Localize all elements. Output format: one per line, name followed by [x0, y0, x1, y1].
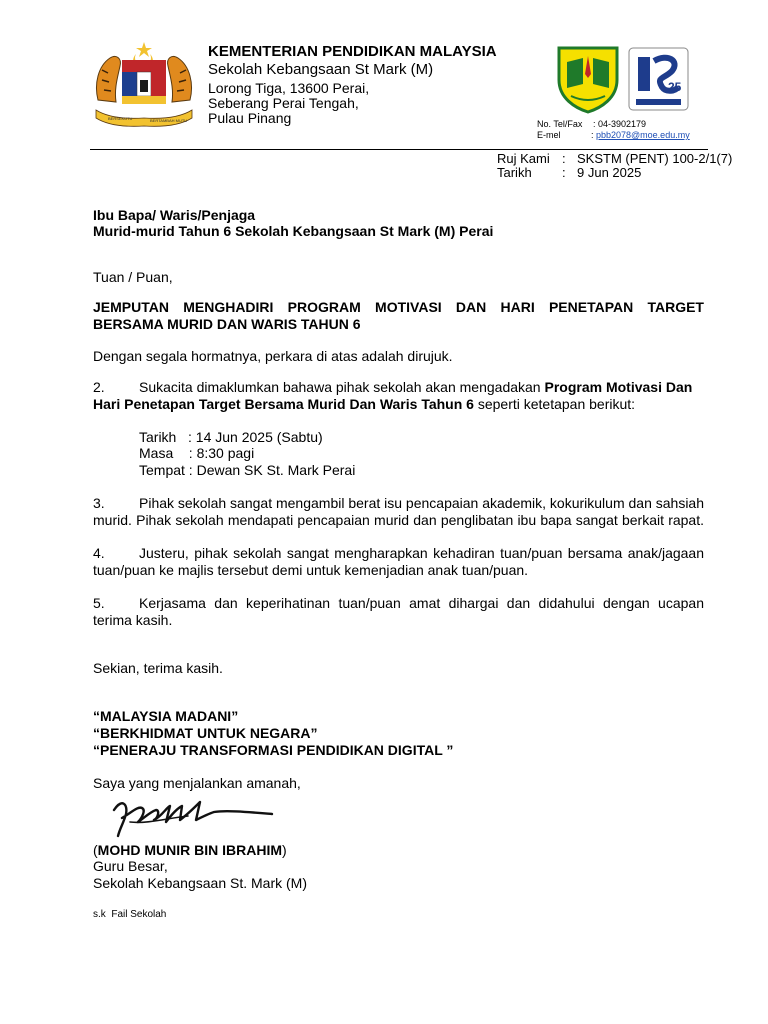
ministry-name: KEMENTERIAN PENDIDIKAN MALAYSIA — [208, 43, 497, 60]
para2-text-a: Sukacita dimaklumkan bahawa pihak sekolah akan mengadakan — [139, 379, 545, 395]
school-name: Sekolah Kebangsaan St Mark (M) — [208, 61, 434, 78]
para2-bold-a: Program Motivasi Dan — [544, 379, 693, 395]
para2-line-2 — [93, 396, 635, 413]
para2-bold-b: Hari Penetapan Target Bersama Murid Dan Waris Tahun 6 — [93, 396, 474, 412]
ministry-crest-logo — [92, 40, 196, 128]
para2-number: 2. — [93, 379, 105, 395]
para4-line-2: tuan/puan ke majlis tersebut demi untuk kemenjadian anak tuan/puan. — [93, 562, 529, 578]
address-line-3: Pulau Pinang — [208, 110, 292, 126]
paragraph-1: Dengan segala hormatnya, perkara di atas adalah dirujuk. — [93, 348, 453, 364]
program-emblem-logo — [628, 47, 689, 111]
signatory-name: MOHD MUNIR BIN IBRAHIM — [97, 842, 282, 858]
recipient-line-2: Murid-murid Tahun 6 Sekolah Kebangsaan St Mark (M) Perai — [93, 223, 494, 239]
date-row — [497, 165, 737, 180]
tarikh-value: 9 Jun 2025 — [577, 165, 642, 180]
slogan-2: “BERKHIDMAT UNTUK NEGARA” — [93, 725, 318, 741]
para3-line-1: Pihak sekolah sangat mengambil berat isu pencapaian akademik, kokurikulum dan sahsiah — [139, 495, 704, 511]
email-separator: : — [591, 130, 594, 140]
signatory-school: Sekolah Kebangsaan St. Mark (M) — [93, 875, 307, 891]
para3-number: 3. — [93, 495, 105, 511]
crest-scroll-right-text: BERTAMBAH MUTU — [150, 118, 188, 123]
tarikh-label: Tarikh — [497, 165, 532, 180]
detail-masa: Masa : 8:30 pagi — [139, 445, 255, 461]
para2-text-b: seperti ketetapan berikut: — [473, 396, 636, 412]
header-divider — [90, 149, 708, 150]
cc-note: s.k Fail Sekolah — [93, 909, 167, 920]
email-label: E-mel — [537, 130, 561, 140]
tarikh-separator: : — [562, 165, 566, 180]
address-line-2: Seberang Perai Tengah, — [208, 95, 359, 111]
para4-number: 4. — [93, 545, 105, 561]
para3-line-2: murid. Pihak sekolah mendapati pencapaian murid dan penglibatan ibu bapa sangat berkait rapat. — [93, 512, 704, 528]
salutation: Tuan / Puan, — [93, 269, 173, 285]
slogan-3: “PENERAJU TRANSFORMASI PENDIDIKAN DIGITAL ” — [93, 742, 454, 758]
recipient-line-1: Ibu Bapa/ Waris/Penjaga — [93, 207, 256, 223]
ruj-separator: : — [562, 151, 566, 166]
ruj-label: Ruj Kami — [497, 151, 550, 166]
address-line-1: Lorong Tiga, 13600 Perai, — [208, 80, 370, 96]
slogan-1: “MALAYSIA MADANI” — [93, 708, 239, 724]
school-badge-logo — [553, 44, 623, 114]
detail-tempat: Tempat : Dewan SK St. Mark Perai — [139, 462, 356, 478]
handwritten-signature — [108, 792, 278, 840]
signatory-title: Guru Besar, — [93, 858, 168, 874]
signoff-text: Saya yang menjalankan amanah, — [93, 775, 301, 791]
para4-line-1: Justeru, pihak sekolah sangat mengharapkan kehadiran tuan/puan bersama anak/jagaan — [139, 545, 704, 561]
close-paren: ) — [282, 842, 287, 858]
tel-fax-value: : 04-3902179 — [593, 119, 647, 129]
reference-row — [497, 151, 737, 166]
signatory-name-line — [93, 842, 287, 859]
ruj-value: SKSTM (PENT) 100-2/1(7) — [577, 151, 733, 166]
subject-line-1: JEMPUTAN MENGHADIRI PROGRAM MOTIVASI DAN HARI PENETAPAN TARGET — [93, 299, 704, 315]
crest-scroll-left-text: BERSEKUTU — [108, 116, 133, 121]
closing-text: Sekian, terima kasih. — [93, 660, 223, 676]
subject-line-2: BERSAMA MURID DAN WARIS TAHUN 6 — [93, 316, 361, 332]
para5-number: 5. — [93, 595, 105, 611]
para5-line-1: Kerjasama dan keperihatinan tuan/puan amat dihargai dan didahului dengan ucapan — [139, 595, 704, 611]
para2-line-1 — [139, 379, 692, 396]
open-paren: ( — [93, 842, 98, 858]
emblem-number: 25 — [668, 80, 682, 94]
tel-fax-label: No. Tel/Fax — [537, 119, 583, 129]
email-link[interactable]: pbb2078@moe.edu.my — [596, 130, 690, 140]
para5-line-2: terima kasih. — [93, 612, 173, 628]
detail-tarikh: Tarikh : 14 Jun 2025 (Sabtu) — [139, 429, 323, 445]
